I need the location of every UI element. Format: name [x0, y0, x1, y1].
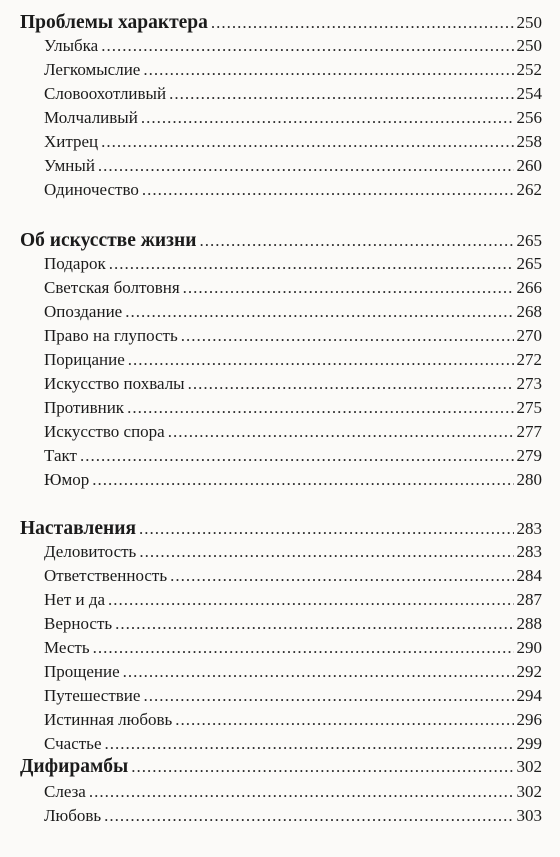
toc-entry-page-number: 290 — [516, 638, 542, 657]
toc-section-2-title: Наставления — [20, 518, 137, 539]
dot-leader — [141, 108, 514, 128]
toc-section-3[interactable] — [20, 756, 542, 778]
toc-entry[interactable] — [44, 662, 542, 682]
toc-entry-page-number: 288 — [516, 614, 542, 633]
toc-entry-page-number: 303 — [516, 806, 542, 825]
toc-entry[interactable] — [44, 278, 542, 298]
toc-entry-page-number: 275 — [516, 398, 542, 417]
dot-leader — [211, 13, 514, 33]
toc-entry[interactable] — [44, 302, 542, 322]
toc-entry-page-number: 260 — [516, 156, 542, 175]
toc-entry-title: Слеза — [44, 782, 86, 801]
toc-entry-title: Любовь — [44, 806, 102, 825]
toc-entry[interactable] — [44, 782, 542, 802]
dot-leader — [128, 350, 514, 370]
toc-entry-title: Одиночество — [44, 180, 139, 199]
toc-entry-title: Месть — [44, 638, 90, 657]
toc-entry[interactable] — [44, 542, 542, 562]
dot-leader — [199, 231, 513, 251]
toc-entry-page-number: 262 — [516, 180, 542, 199]
toc-entry-title: Молчаливый — [44, 108, 138, 127]
dot-leader — [92, 470, 513, 490]
toc-entry-title: Такт — [44, 446, 77, 465]
toc-entry[interactable] — [44, 350, 542, 370]
toc-entry-title: Истинная любовь — [44, 710, 173, 729]
dot-leader — [125, 302, 513, 322]
dot-leader — [109, 254, 514, 274]
toc-entry[interactable] — [44, 614, 542, 634]
dot-leader — [139, 519, 513, 539]
dot-leader — [93, 638, 514, 658]
toc-entry-title: Улыбка — [44, 36, 99, 55]
dot-leader — [80, 446, 514, 466]
toc-entry-title: Подарок — [44, 254, 106, 273]
toc-entry-title: Деловитость — [44, 542, 137, 561]
toc-entry-page-number: 277 — [516, 422, 542, 441]
toc-section-1-page-number: 265 — [516, 231, 542, 250]
toc-entry[interactable] — [44, 638, 542, 658]
toc-entry[interactable] — [44, 108, 542, 128]
toc-entry-page-number: 284 — [516, 566, 542, 585]
dot-leader — [169, 84, 513, 104]
dot-leader — [143, 60, 513, 80]
dot-leader — [127, 398, 513, 418]
toc-entry-page-number: 252 — [516, 60, 542, 79]
dot-leader — [115, 614, 513, 634]
toc-entry[interactable] — [44, 590, 542, 610]
dot-leader — [104, 806, 513, 826]
toc-entry[interactable] — [44, 374, 542, 394]
toc-section-2-page-number: 283 — [516, 519, 542, 538]
toc-entry[interactable] — [44, 326, 542, 346]
dot-leader — [181, 326, 514, 346]
dot-leader — [183, 278, 514, 298]
dot-leader — [98, 156, 514, 176]
toc-section-1[interactable] — [20, 230, 542, 252]
toc-entry-page-number: 287 — [516, 590, 542, 609]
toc-entry-title: Право на глупость — [44, 326, 178, 345]
toc-entry-page-number: 294 — [516, 686, 542, 705]
dot-leader — [170, 566, 513, 586]
toc-entry-title: Умный — [44, 156, 95, 175]
dot-leader — [123, 662, 514, 682]
toc-section-3-page-number: 302 — [516, 757, 542, 776]
toc-entry[interactable] — [44, 446, 542, 466]
toc-entry-page-number: 265 — [516, 254, 542, 273]
dot-leader — [89, 782, 514, 802]
toc-section-1-title: Об искусстве жизни — [20, 230, 197, 251]
toc-entry[interactable] — [44, 566, 542, 586]
toc-entry-title: Счастье — [44, 734, 102, 753]
toc-entry-page-number: 268 — [516, 302, 542, 321]
toc-entry-title: Противник — [44, 398, 125, 417]
toc-entry-page-number: 280 — [516, 470, 542, 489]
toc-entry[interactable] — [44, 710, 542, 730]
toc-entry-title: Искусство спора — [44, 422, 165, 441]
toc-entry[interactable] — [44, 36, 542, 56]
dot-leader — [101, 132, 513, 152]
toc-section-2[interactable] — [20, 518, 542, 540]
toc-entry-title: Легкомыслие — [44, 60, 141, 79]
dot-leader — [131, 757, 513, 777]
toc-entry-title: Светская болтовня — [44, 278, 180, 297]
toc-entry[interactable] — [44, 60, 542, 80]
dot-leader — [175, 710, 513, 730]
toc-entry-page-number: 254 — [516, 84, 542, 103]
toc-entry[interactable] — [44, 254, 542, 274]
toc-entry-page-number: 299 — [516, 734, 542, 753]
toc-entry-page-number: 296 — [516, 710, 542, 729]
toc-entry[interactable] — [44, 84, 542, 104]
dot-leader — [143, 686, 513, 706]
toc-entry-title: Словоохотливый — [44, 84, 167, 103]
toc-entry-page-number: 272 — [516, 350, 542, 369]
toc-entry-page-number: 302 — [516, 782, 542, 801]
toc-entry-title: Верность — [44, 614, 113, 633]
toc-entry-title: Юмор — [44, 470, 90, 489]
toc-entry[interactable] — [44, 734, 542, 754]
toc-entry[interactable] — [44, 686, 542, 706]
toc-entry-page-number: 283 — [516, 542, 542, 561]
toc-entry-title: Нет и да — [44, 590, 106, 609]
toc-entry[interactable] — [44, 806, 542, 826]
toc-entry[interactable] — [44, 422, 542, 442]
toc-entry-title: Порицание — [44, 350, 125, 369]
toc-entry-title: Ответственность — [44, 566, 168, 585]
toc-entry[interactable] — [44, 470, 542, 490]
toc-section-0-title: Проблемы характера — [20, 12, 208, 33]
toc-entry[interactable] — [44, 132, 542, 152]
dot-leader — [108, 590, 513, 610]
toc-entry-page-number: 292 — [516, 662, 542, 681]
toc-entry-title: Прощение — [44, 662, 120, 681]
toc-entry-page-number: 258 — [516, 132, 542, 151]
toc-entry[interactable] — [44, 156, 542, 176]
dot-leader — [142, 180, 514, 200]
toc-entry-page-number: 250 — [516, 36, 542, 55]
toc-entry[interactable] — [44, 398, 542, 418]
dot-leader — [139, 542, 513, 562]
dot-leader — [168, 422, 514, 442]
toc-entry-title: Хитрец — [44, 132, 99, 151]
toc-section-0-page-number: 250 — [516, 13, 542, 32]
toc-entry-title: Искусство похвалы — [44, 374, 185, 393]
dot-leader — [101, 36, 513, 56]
toc-entry-page-number: 273 — [516, 374, 542, 393]
toc-entry-page-number: 270 — [516, 326, 542, 345]
toc-entry-page-number: 256 — [516, 108, 542, 127]
dot-leader — [188, 374, 514, 394]
toc-section-3-title: Дифирамбы — [20, 756, 129, 777]
toc-entry-page-number: 266 — [516, 278, 542, 297]
dot-leader — [104, 734, 513, 754]
toc-entry-title: Путешествие — [44, 686, 141, 705]
toc-entry[interactable] — [44, 180, 542, 200]
toc-entry-title: Опоздание — [44, 302, 123, 321]
toc-entry-page-number: 279 — [516, 446, 542, 465]
toc-section-0[interactable] — [20, 12, 542, 34]
